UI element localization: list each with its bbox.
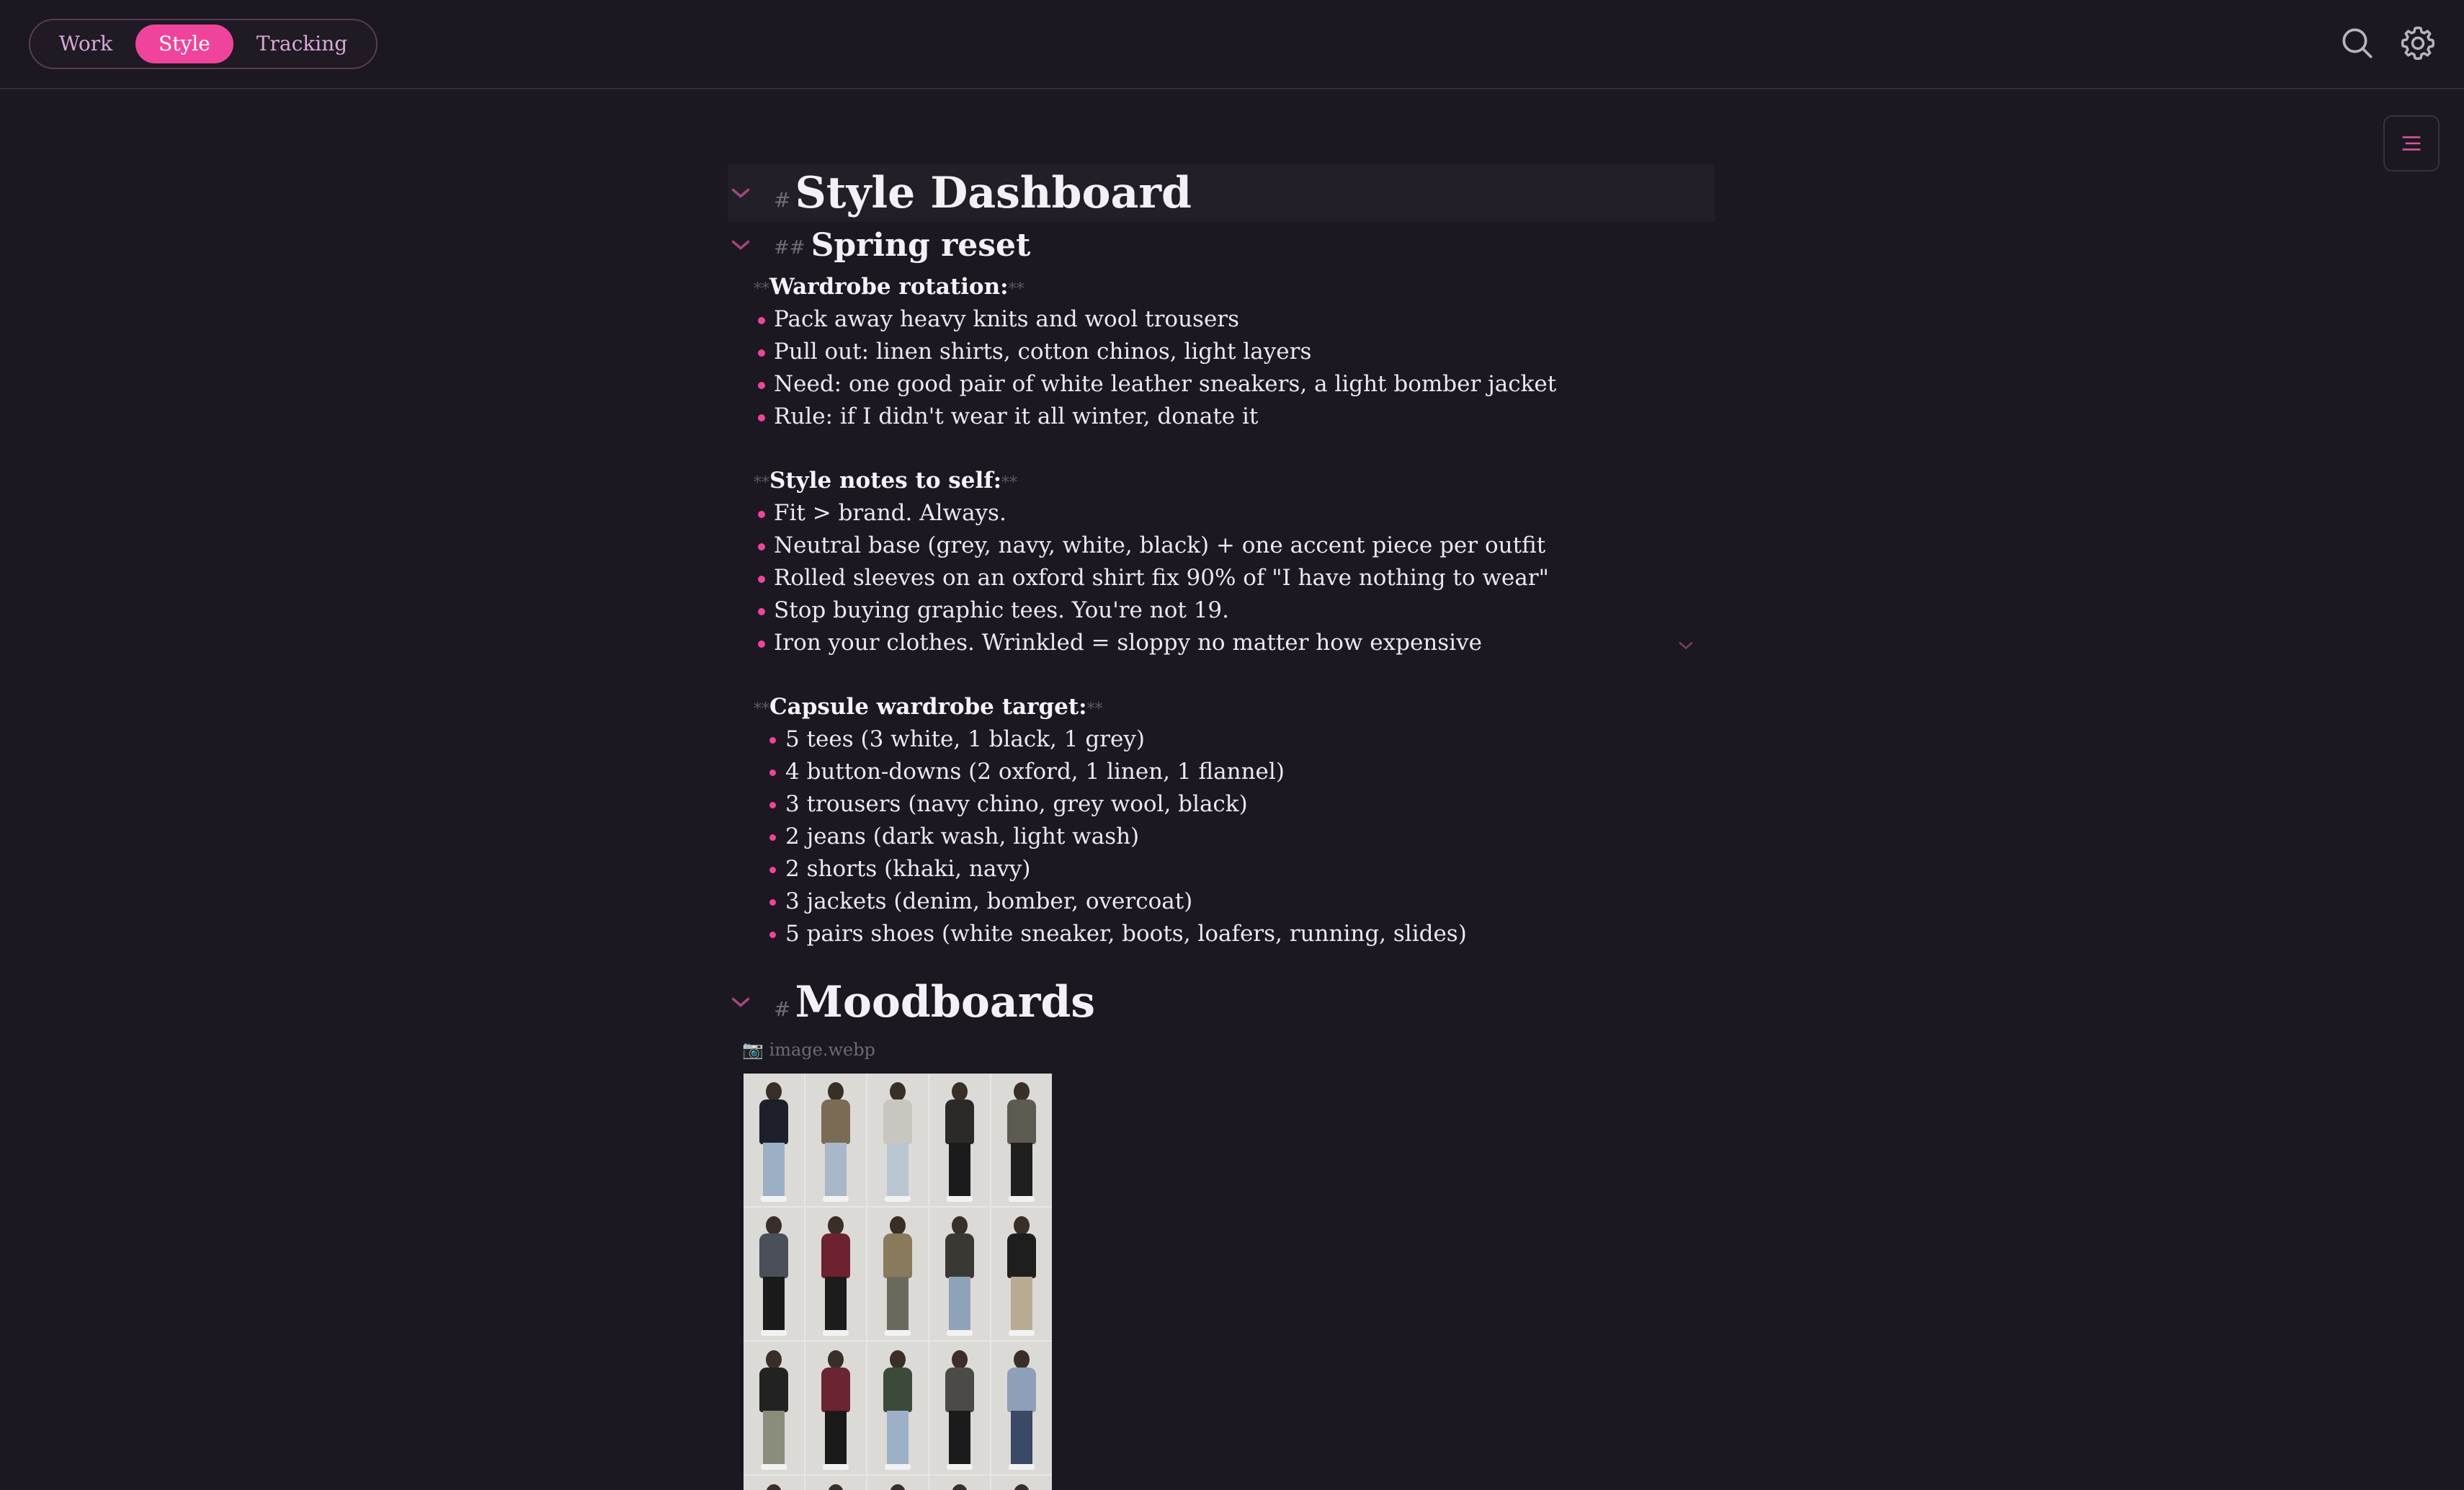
outfit-photo: [805, 1074, 866, 1206]
bold-line: [728, 691, 1715, 723]
list-item: Iron your clothes. Wrinkled = sloppy no matter how expensive: [728, 627, 1715, 659]
heading-mark: #: [774, 997, 791, 1021]
moodboards-title: Moodboards: [795, 977, 1096, 1027]
markdown-marker: **: [754, 280, 769, 298]
outfit-photo: [991, 1074, 1052, 1206]
bold-line: [728, 465, 1715, 497]
list-item: Stop buying graphic tees. You're not 19.: [728, 594, 1715, 627]
top-bar: [0, 0, 2464, 89]
markdown-marker: **: [1001, 474, 1018, 492]
list-item: Rolled sleeves on an oxford shirt fix 90% of "I have nothing to wear": [728, 562, 1715, 594]
chevron-down-icon[interactable]: [728, 180, 754, 206]
outfit-photo: [805, 1342, 866, 1474]
heading-mark: #: [774, 188, 791, 212]
list-item: 4 button-downs (2 oxford, 1 linen, 1 flannel): [728, 756, 1715, 788]
outfit-photo: [867, 1342, 928, 1474]
list-item: 5 pairs shoes (white sneaker, boots, loafers, running, slides): [728, 918, 1715, 950]
tab-work[interactable]: Work: [59, 32, 113, 55]
heading-moodboards[interactable]: [728, 973, 1715, 1031]
outfit-photo: [744, 1074, 804, 1206]
outfit-photo: [805, 1208, 866, 1340]
list-item: Pull out: linen shirts, cotton chinos, light layers: [728, 336, 1715, 368]
moodboard-image[interactable]: [744, 1074, 1052, 1490]
capsule-block: [728, 691, 1715, 950]
search-icon[interactable]: [2337, 23, 2378, 63]
outfit-photo: [867, 1476, 928, 1490]
outfit-photo: [744, 1476, 804, 1490]
outfit-photo: [929, 1342, 990, 1474]
heading-style-dashboard[interactable]: [728, 164, 1715, 222]
list-item: 3 trousers (navy chino, grey wool, black): [728, 788, 1715, 821]
chevron-down-icon[interactable]: [1676, 633, 1696, 653]
outfit-photo: [991, 1342, 1052, 1474]
outfit-photo: [744, 1342, 804, 1474]
notes-label: Style notes to self:: [769, 468, 1002, 494]
tab-tracking[interactable]: Tracking: [256, 32, 348, 55]
gear-icon[interactable]: [2398, 23, 2438, 63]
list-item: Need: one good pair of white leather sneakers, a light bomber jacket: [728, 368, 1715, 401]
document: [728, 164, 1715, 1069]
list-item: 2 jeans (dark wash, light wash): [728, 821, 1715, 853]
heading-mark: ##: [774, 237, 805, 259]
notes-block: [728, 465, 1715, 659]
outfit-photo: [991, 1208, 1052, 1340]
markdown-marker: **: [754, 700, 769, 718]
outline-icon: [2399, 131, 2424, 156]
outfit-photo: [991, 1476, 1052, 1490]
capsule-label: Capsule wardrobe target:: [769, 694, 1087, 720]
chevron-down-icon[interactable]: [728, 989, 754, 1015]
list-item: 3 jackets (denim, bomber, overcoat): [728, 885, 1715, 918]
outfit-photo: [929, 1074, 990, 1206]
page-title: Style Dashboard: [795, 168, 1192, 218]
markdown-marker: **: [1008, 280, 1025, 298]
outfit-photo: [929, 1208, 990, 1340]
view-tabs: [29, 19, 378, 69]
heading-spring-reset[interactable]: [728, 222, 1715, 268]
list-item: Rule: if I didn't wear it all winter, donate it: [728, 401, 1715, 433]
markdown-marker: **: [754, 474, 769, 492]
bold-line: [728, 271, 1715, 303]
outfit-photo: [867, 1074, 928, 1206]
tab-style[interactable]: Style: [135, 24, 233, 63]
chevron-down-icon[interactable]: [728, 232, 754, 258]
list-item: 2 shorts (khaki, navy): [728, 853, 1715, 885]
wardrobe-label: Wardrobe rotation:: [769, 274, 1009, 300]
list-item: Neutral base (grey, navy, white, black) + one accent piece per outfit: [728, 530, 1715, 562]
image-filename: 📷 image.webp: [742, 1040, 875, 1060]
outline-toggle-button[interactable]: [2383, 115, 2440, 171]
outfit-photo: [867, 1208, 928, 1340]
outfit-photo: [929, 1476, 990, 1490]
outfit-photo: [805, 1476, 866, 1490]
markdown-marker: **: [1086, 700, 1103, 718]
list-item: 5 tees (3 white, 1 black, 1 grey): [728, 723, 1715, 756]
list-item: Pack away heavy knits and wool trousers: [728, 303, 1715, 336]
outfit-photo: [744, 1208, 804, 1340]
list-item: Fit > brand. Always.: [728, 497, 1715, 530]
section-title: Spring reset: [811, 226, 1031, 264]
wardrobe-block: [728, 271, 1715, 433]
